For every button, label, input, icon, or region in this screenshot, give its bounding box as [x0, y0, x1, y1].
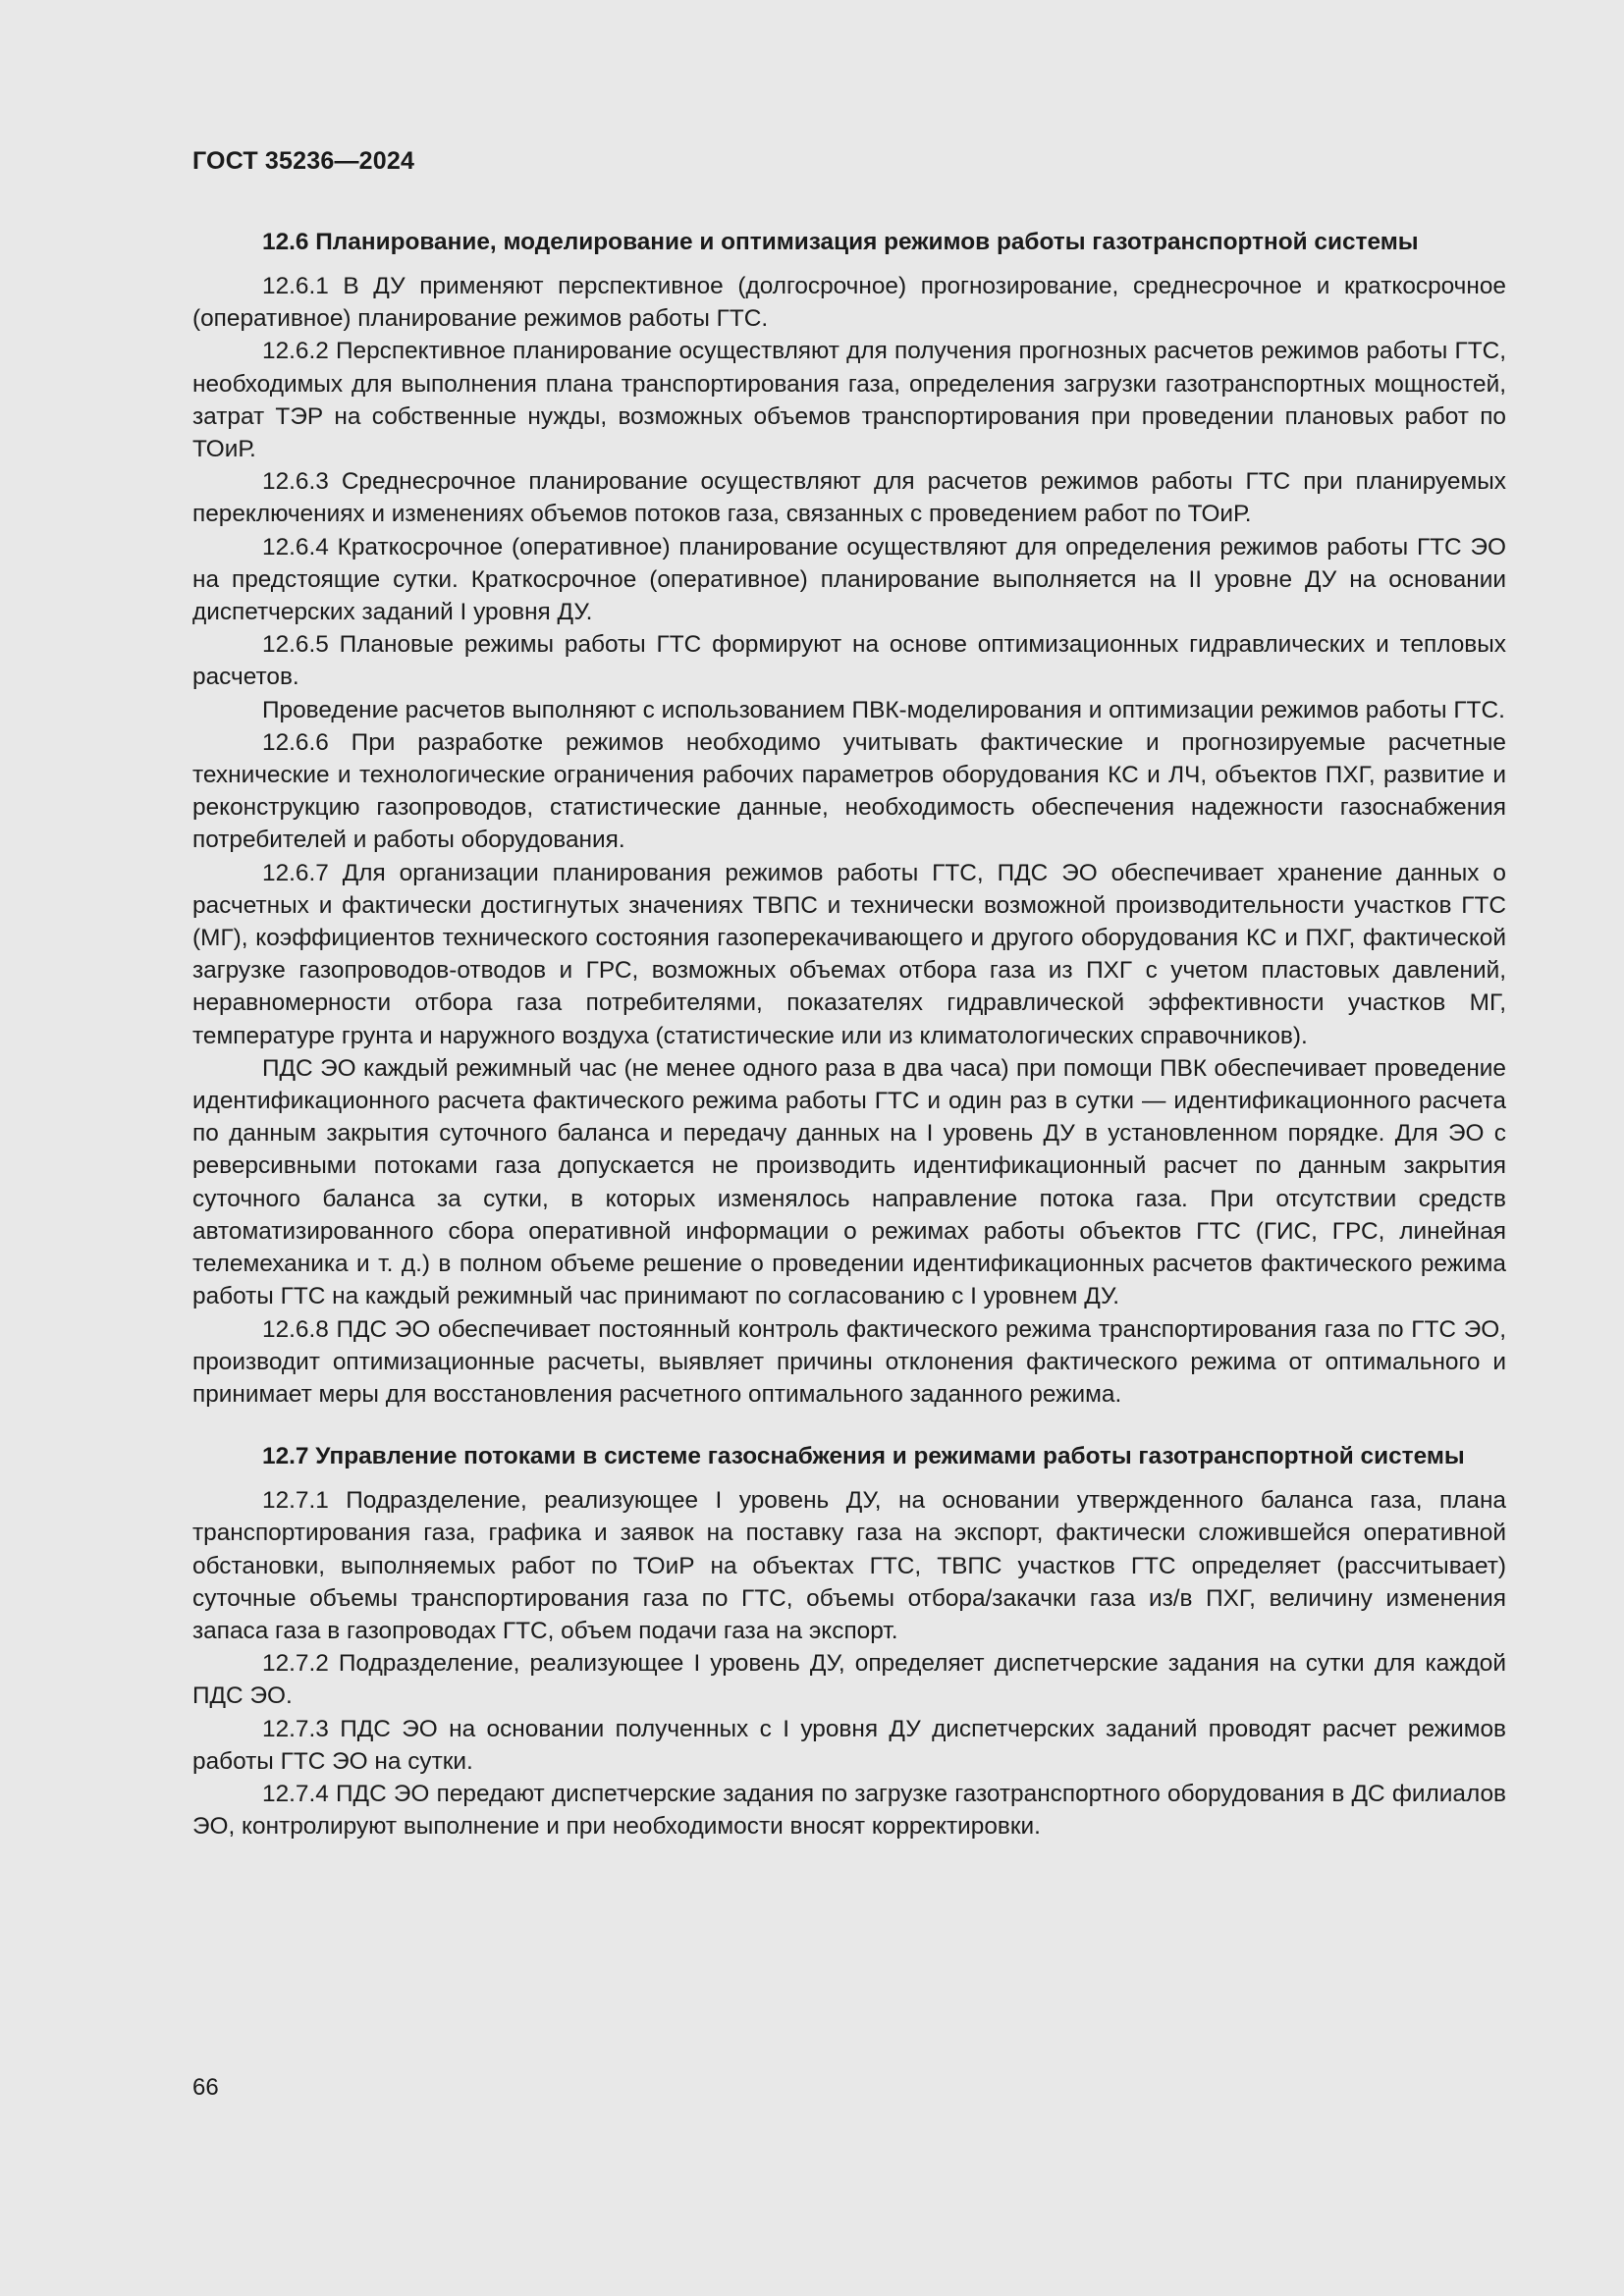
section-title-12-6: 12.6 Планирование, моделирование и оптимизация режимов работы газотранспортной системы	[262, 229, 1419, 255]
paragraph-12-7-3: 12.7.3 ПДС ЭО на основании полученных с I уровня ДУ диспетчерских заданий проводят расчет режимов работы ГТС ЭО на сутки.	[192, 1715, 1506, 1775]
paragraph-12-6-4: 12.6.4 Краткосрочное (оперативное) планирование осуществляют для определения режимов работы ГТС ЭО на предстоящие сутки. Краткосрочное (оперативное) планирование выполняется на II уровне ДУ на основании диспетчерских заданий I уровня ДУ.	[192, 533, 1506, 626]
paragraph-12-6-5-cont: Проведение расчетов выполняют с использованием ПВК-моделирования и оптимизации режимов работы ГТС.	[262, 696, 1505, 723]
page-number: 66	[192, 2074, 219, 2101]
paragraph-12-7-2: 12.7.2 Подразделение, реализующее I уровень ДУ, определяет диспетчерские задания на сутки для каждой ПДС ЭО.	[192, 1650, 1506, 1710]
paragraph-12-6-6: 12.6.6 При разработке режимов необходимо учитывать фактические и прогнозируемые расчетные технические и технологические ограничения рабочих параметров оборудования КС и ЛЧ, объектов ПХГ, развитие и реконструкцию газопроводов, статистические данные, необходимость обеспечения надежности газоснабжения потребителей и работы оборудования.	[192, 728, 1506, 854]
paragraph-12-6-8: 12.6.8 ПДС ЭО обеспечивает постоянный контроль фактического режима транспортирования газа по ГТС ЭО, производит оптимизационные расчеты, выявляет причины отклонения фактического режима от оптимального и принимает меры для восстановления расчетного оптимального заданного режима.	[192, 1315, 1506, 1408]
paragraph-12-6-2: 12.6.2 Перспективное планирование осуществляют для получения прогнозных расчетов режимов работы ГТС, необходимых для выполнения плана транспортирования газа, определения загрузки газотранспортных мощностей, затрат ТЭР на собственные нужды, возможных объемов транспортирования при проведении плановых работ по ТОиР.	[192, 338, 1506, 463]
paragraph-12-6-7: 12.6.7 Для организации планирования режимов работы ГТС, ПДС ЭО обеспечивает хранение данных о расчетных и фактически достигнутых значениях ТВПС и технически возможной производительности участков ГТС (МГ), коэффициентов технического состояния газоперекачивающего и другого оборудования КС и ПХГ, фактической загрузке газопроводов-отводов и ГРС, возможных объемах отбора газа из ПХГ с учетом пластовых давлений, неравномерности отбора газа потребителями, показателях гидравлической эффективности участков МГ, температуре грунта и наружного воздуха (статистические или из климатологических справочников).	[192, 859, 1506, 1049]
document-header: ГОСТ 35236—2024	[192, 147, 415, 175]
paragraph-12-6-1: 12.6.1 В ДУ применяют перспективное (долгосрочное) прогнозирование, среднесрочное и краткосрочное (оперативное) планирование режимов работы ГТС.	[192, 273, 1506, 333]
paragraph-12-7-1: 12.7.1 Подразделение, реализующее I уровень ДУ, на основании утвержденного баланса газа, плана транспортирования газа, графика и заявок на поставку газа на экспорт, фактически сложившейся оперативной обстановки, выполняемых работ по ТОиР на объектах ГТС, ТВПС участков ГТС определяет (рассчитывает) суточные объемы транспортирования газа по ГТС, объемы отбора/закачки газа из/в ПХГ, величину изменения запаса газа в газопроводах ГТС, объем подачи газа на экспорт.	[192, 1487, 1506, 1644]
document-body	[192, 226, 1506, 1842]
paragraph-12-6-5: 12.6.5 Плановые режимы работы ГТС формируют на основе оптимизационных гидравлических и тепловых расчетов.	[192, 631, 1506, 691]
paragraph-12-6-7-cont: ПДС ЭО каждый режимный час (не менее одного раза в два часа) при помощи ПВК обеспечивает проведение идентификационного расчета фактического режима работы ГТС и один раз в сутки — идентификационного расчета по данным закрытия суточного баланса и передачу данных на I уровень ДУ в установленном порядке. Для ЭО с реверсивными потоками газа допускается не производить идентификационный расчет по данным закрытия суточного баланса за сутки, в которых изменялось направление потока газа. При отсутствии средств автоматизированного сбора оперативной информации о режимах работы объектов ГТС (ГИС, ГРС, линейная телемеханика и т. д.) в полном объеме решение о проведении идентификационных расчетов фактического режима работы ГТС на каждый режимный час принимают по согласованию с I уровнем ДУ.	[192, 1054, 1506, 1310]
paragraph-12-7-4: 12.7.4 ПДС ЭО передают диспетчерские задания по загрузке газотранспортного оборудования в ДС филиалов ЭО, контролируют выполнение и при необходимости вносят корректировки.	[192, 1780, 1506, 1841]
paragraph-12-6-3: 12.6.3 Среднесрочное планирование осуществляют для расчетов режимов работы ГТС при планируемых переключениях и изменениях объемов потоков газа, связанных с проведением работ по ТОиР.	[192, 468, 1506, 528]
section-title-12-7: 12.7 Управление потоками в системе газоснабжения и режимами работы газотранспортной системы	[262, 1443, 1465, 1470]
